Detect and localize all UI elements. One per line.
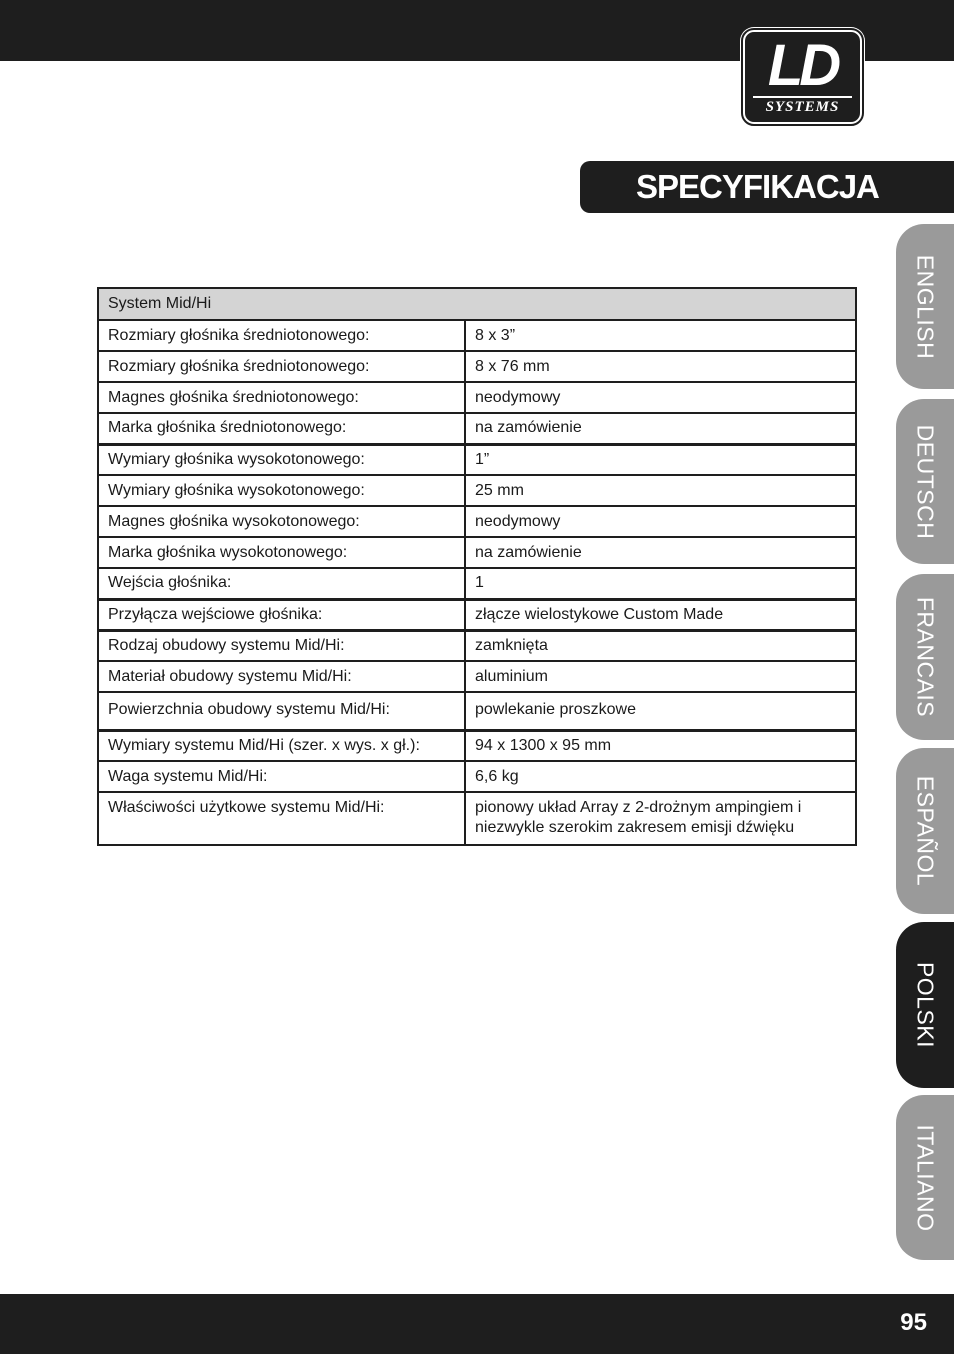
spec-value: złącze wielostykowe Custom Made: [465, 599, 856, 630]
spec-value: 1”: [465, 444, 856, 475]
spec-label: Rodzaj obudowy systemu Mid/Hi:: [98, 630, 465, 661]
table-row: [98, 506, 856, 537]
tab-francais[interactable]: [896, 574, 954, 740]
spec-label: Wejścia głośnika:: [98, 568, 465, 599]
table-row: [98, 413, 856, 444]
page-title: SPECYFIKACJA: [636, 168, 879, 205]
spec-label: Wymiary głośnika wysokotonowego:: [98, 475, 465, 506]
logo-sub: SYSTEMS: [753, 96, 852, 116]
spec-value: powlekanie proszkowe: [465, 692, 856, 730]
spec-value: 6,6 kg: [465, 761, 856, 792]
spec-value: neodymowy: [465, 506, 856, 537]
table-row: [98, 761, 856, 792]
table-row: [98, 661, 856, 692]
logo-brand: LD: [767, 33, 838, 98]
spec-value: 1: [465, 568, 856, 599]
table-row: [98, 320, 856, 351]
spec-table: [97, 287, 857, 846]
page-number: 95: [900, 1309, 927, 1336]
table-row: [98, 599, 856, 630]
tab-deutsch[interactable]: [896, 399, 954, 564]
spec-label: Wymiary głośnika wysokotonowego:: [98, 444, 465, 475]
table-row: [98, 630, 856, 661]
tab-deutsch-label: DEUTSCH: [912, 424, 939, 539]
table-header: System Mid/Hi: [98, 288, 856, 320]
section-title-bar: [580, 161, 954, 213]
table-row: [98, 792, 856, 845]
spec-label: Waga systemu Mid/Hi:: [98, 761, 465, 792]
tab-espanol-label: ESPAÑOL: [912, 775, 939, 887]
tab-english-label: ENGLISH: [912, 254, 939, 359]
ld-systems-logo: [740, 27, 865, 127]
tab-espanol[interactable]: [896, 748, 954, 914]
spec-label: Właściwości użytkowe systemu Mid/Hi:: [98, 792, 465, 845]
bottom-bar: [0, 1294, 954, 1354]
table-row: [98, 475, 856, 506]
tab-francais-label: FRANCAIS: [912, 596, 939, 718]
spec-label: Powierzchnia obudowy systemu Mid/Hi:: [98, 692, 465, 730]
spec-value: pionowy układ Array z 2-drożnym ampingiem i niezwykle szerokim zakresem emisji dźwięku: [465, 792, 856, 845]
table-row: [98, 568, 856, 599]
table-header-row: [98, 288, 856, 320]
table-row: [98, 730, 856, 761]
tab-english[interactable]: [896, 224, 954, 389]
spec-value: neodymowy: [465, 382, 856, 413]
table-row: [98, 537, 856, 568]
spec-value: aluminium: [465, 661, 856, 692]
spec-value: 8 x 76 mm: [465, 351, 856, 382]
spec-label: Magnes głośnika średniotonowego:: [98, 382, 465, 413]
tab-italiano[interactable]: [896, 1095, 954, 1260]
spec-label: Materiał obudowy systemu Mid/Hi:: [98, 661, 465, 692]
spec-value: na zamówienie: [465, 413, 856, 444]
tab-polski-label: POLSKI: [912, 961, 939, 1049]
spec-label: Rozmiary głośnika średniotonowego:: [98, 320, 465, 351]
spec-label: Wymiary systemu Mid/Hi (szer. x wys. x gł.):: [98, 730, 465, 761]
spec-value: 25 mm: [465, 475, 856, 506]
spec-value: 94 x 1300 x 95 mm: [465, 730, 856, 761]
spec-value: zamknięta: [465, 630, 856, 661]
tab-italiano-label: ITALIANO: [912, 1123, 939, 1232]
tab-polski[interactable]: [896, 922, 954, 1088]
table-row: [98, 692, 856, 730]
spec-value: na zamówienie: [465, 537, 856, 568]
table-row: [98, 351, 856, 382]
spec-label: Przyłącza wejściowe głośnika:: [98, 599, 465, 630]
table-row: [98, 382, 856, 413]
spec-label: Marka głośnika wysokotonowego:: [98, 537, 465, 568]
spec-label: Marka głośnika średniotonowego:: [98, 413, 465, 444]
spec-label: Rozmiary głośnika średniotonowego:: [98, 351, 465, 382]
spec-value: 8 x 3”: [465, 320, 856, 351]
table-row: [98, 444, 856, 475]
spec-label: Magnes głośnika wysokotonowego:: [98, 506, 465, 537]
